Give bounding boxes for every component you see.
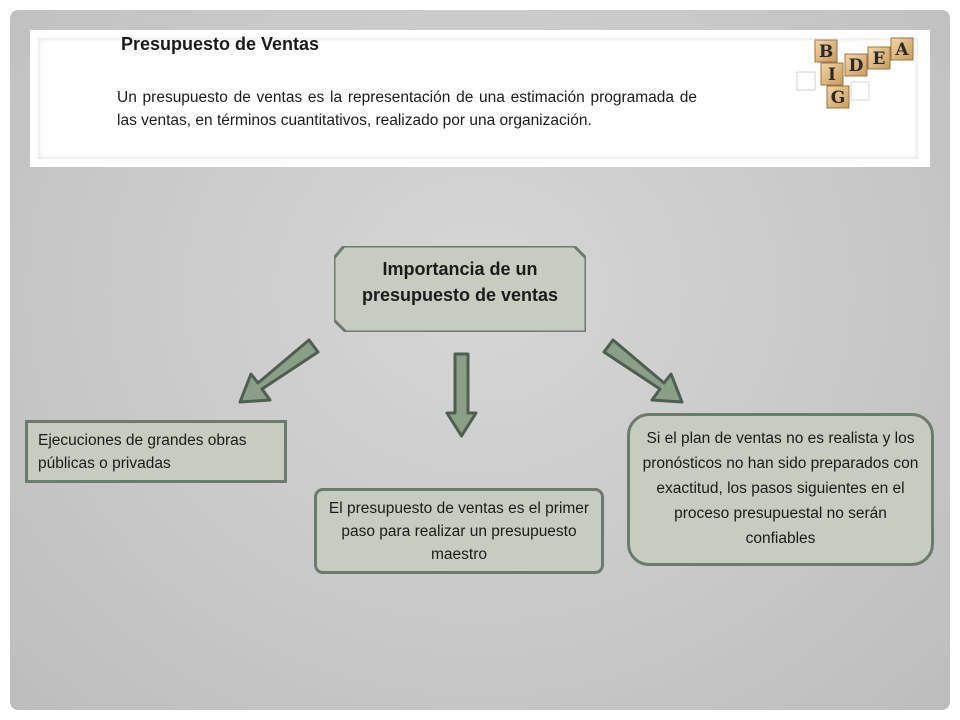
box-realistic-plan: Si el plan de ventas no es realista y los pronósticos no han sido preparados con exactitud, los pasos siguientes en el proceso presupuestal no serán confiables bbox=[627, 413, 934, 566]
logo-grid-cell bbox=[797, 72, 815, 90]
definition-text: Un presupuesto de ventas es la representación de una estimación programada de las ventas, en términos cuantitativos, realizado por una organización. bbox=[117, 89, 697, 129]
logo-cube-g bbox=[827, 86, 849, 108]
center-concept-label: Importancia de un presupuesto de ventas bbox=[361, 259, 559, 305]
logo-cube-i bbox=[821, 63, 843, 85]
svg-text:I: I bbox=[828, 65, 836, 85]
big-idea-logo bbox=[795, 32, 920, 132]
logo-grid-cell bbox=[851, 82, 869, 100]
logo-cube-d bbox=[845, 54, 867, 76]
logo-cube-a bbox=[891, 38, 913, 60]
svg-text:D: D bbox=[848, 56, 864, 76]
svg-text:G: G bbox=[830, 88, 846, 108]
logo-cube-b bbox=[815, 40, 837, 62]
box-public-works: Ejecuciones de grandes obras públicas o privadas bbox=[25, 420, 287, 483]
slide-title: Presupuesto de Ventas bbox=[121, 34, 320, 54]
svg-text:B: B bbox=[818, 42, 834, 62]
svg-text:E: E bbox=[872, 49, 886, 69]
box-first-step: El presupuesto de ventas es el primer paso para realizar un presupuesto maestro bbox=[314, 488, 604, 574]
svg-text:A: A bbox=[895, 40, 909, 60]
logo-cube-e bbox=[868, 47, 890, 69]
